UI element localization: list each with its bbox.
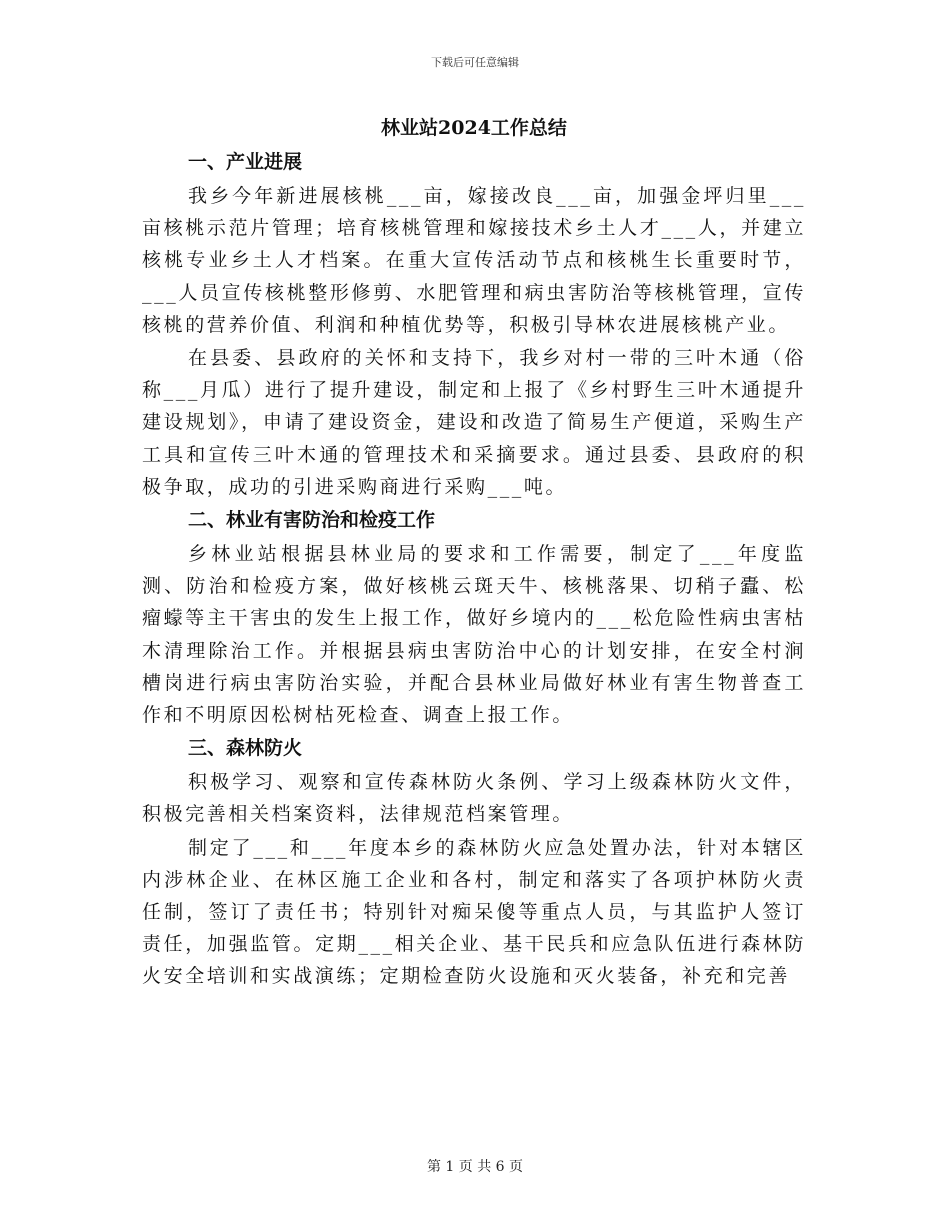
section-heading-pest-control: 二、林业有害防治和检疫工作 bbox=[188, 509, 436, 532]
document-title: 林业站2024工作总结 bbox=[381, 117, 567, 139]
paragraph: 我乡今年新进展核桃___亩，嫁接改良___亩，加强金坪归里___亩核桃示范片管理；培育核桃管理和嫁接技术乡土人才___人，并建立核桃专业乡土人才档案。在重大宣传活动节点和核桃生长重要时节，___人员宣传核桃整形修剪、水肥管理和病虫害防治等核桃管理，宣传核桃的营养价值、利润和种植优势等，积极引导林农进展核桃产业。 bbox=[142, 185, 806, 336]
paragraph: 制定了___和___年度本乡的森林防火应急处置办法，针对本辖区内涉林企业、在林区施工企业和各村，制定和落实了各项护林防火责任制，签订了责任书；特别针对痴呆傻等重点人员，与其监护人签订责任，加强监管。定期___相关企业、基干民兵和应急队伍进行森林防火安全培训和实战演练；定期检查防火设施和灭火装备，补充和完善 bbox=[142, 836, 806, 988]
document-body bbox=[142, 112, 806, 994]
page-number: 第 1 页 共 6 页 bbox=[426, 1159, 524, 1175]
section-heading-industry: 一、产业进展 bbox=[188, 151, 303, 173]
page-header-note: 下载后可任意编辑 bbox=[431, 56, 519, 69]
paragraph: 在县委、县政府的关怀和支持下，我乡对村一带的三叶木通（俗称___月瓜）进行了提升建设，制定和上报了《乡村野生三叶木通提升建设规划》，申请了建设资金，建设和改造了简易生产便道，采购生产工具和宣传三叶木通的管理技术和采摘要求。通过县委、县政府的积极争取，成功的引进采购商进行采购___吨。 bbox=[142, 347, 806, 498]
paragraph: 积极学习、观察和宣传森林防火条例、学习上级森林防火文件，积极完善相关档案资料，法律规范档案管理。 bbox=[142, 771, 806, 826]
paragraph: 乡林业站根据县林业局的要求和工作需要，制定了___年度监测、防治和检疫方案，做好核桃云斑天牛、核桃落果、切稍子蠹、松瘤蠓等主干害虫的发生上报工作，做好乡境内的___松危险性病虫害枯木清理除治工作。并根据县病虫害防治中心的计划安排，在安全村涧槽岗进行病虫害防治实验，并配合县林业局做好林业有害生物普查工作和不明原因松树枯死检查、调查上报工作。 bbox=[142, 543, 806, 727]
section-heading-fire-prevention: 三、森林防火 bbox=[188, 737, 303, 760]
